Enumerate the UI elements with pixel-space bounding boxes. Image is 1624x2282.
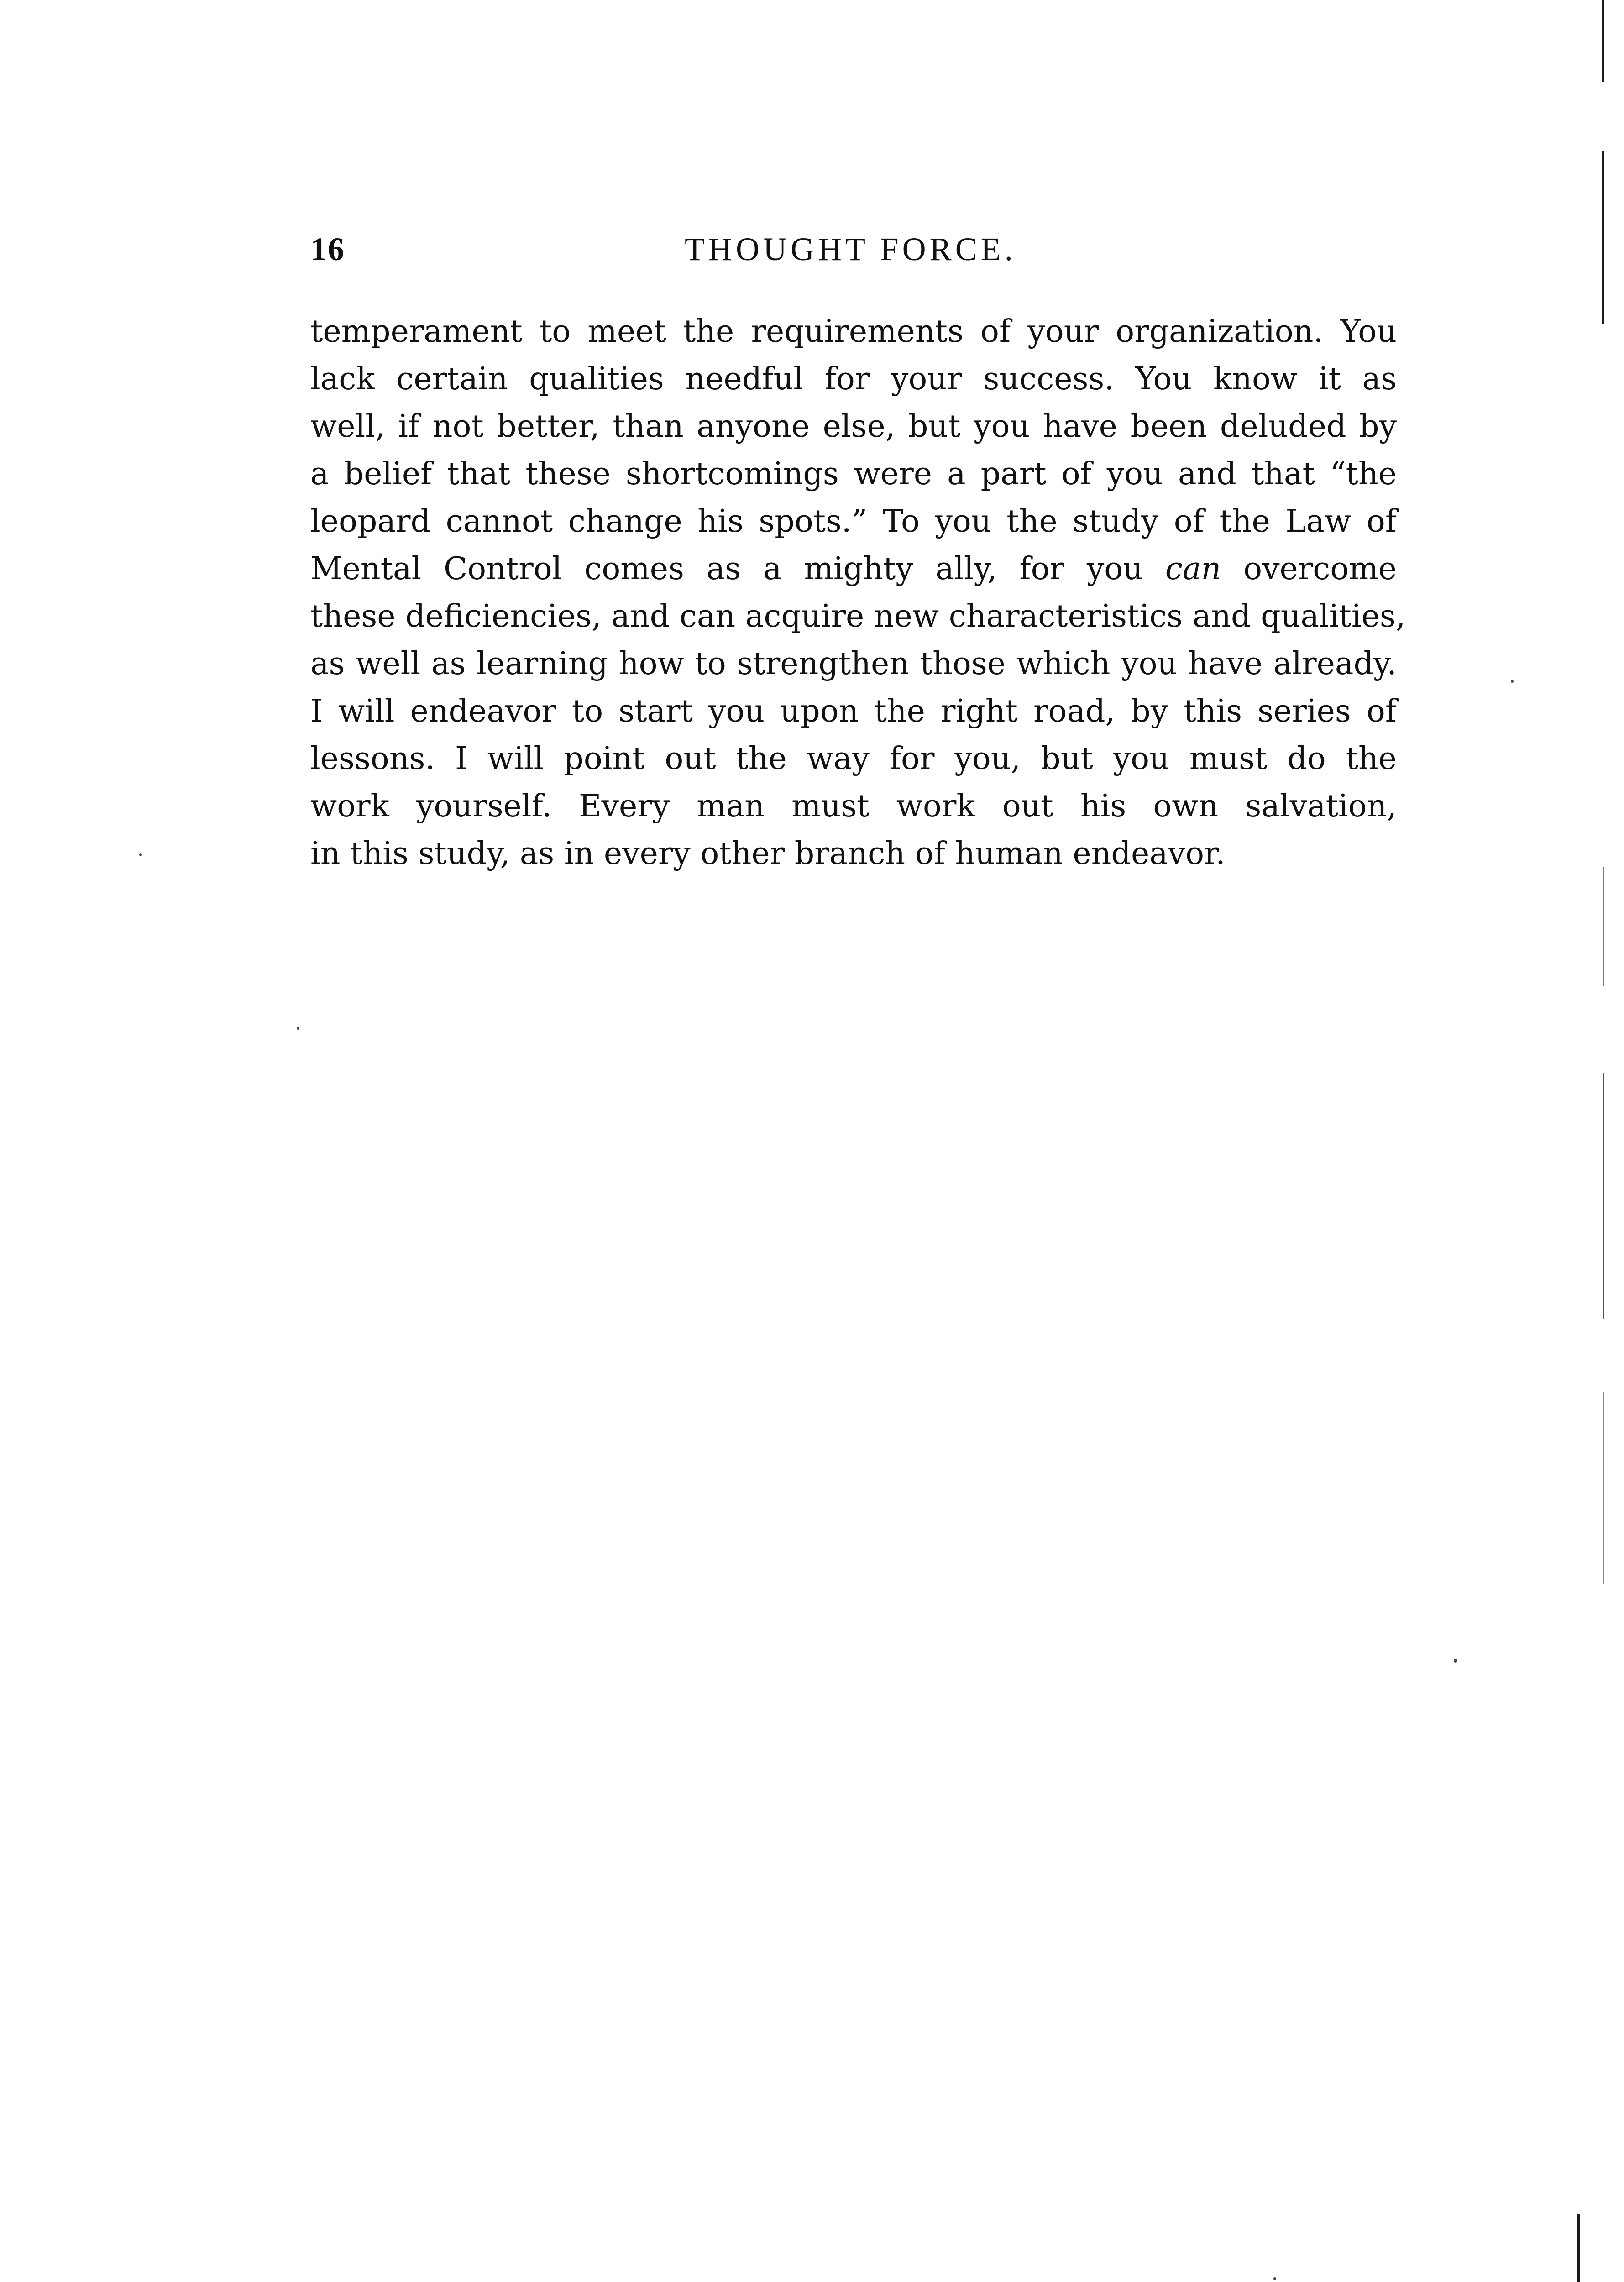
text-line: in this study, as in every other branch of human endeavor. — [310, 836, 1226, 872]
text-line-with-emphasis — [310, 545, 1397, 593]
emphasis-word: can — [1165, 551, 1221, 587]
text-line: a belief that these shortcomings were a part of you and that “the — [310, 456, 1397, 492]
scan-edge-line — [1602, 0, 1604, 82]
text-line: these deficiencies, and can acquire new characteristics and qualities, — [310, 598, 1406, 634]
text-line: well, if not better, than anyone else, but you have been deluded by — [310, 408, 1397, 445]
scan-edge-line — [1577, 2214, 1580, 2282]
text-segment: Mental Control comes as a mighty ally, for you — [310, 551, 1143, 587]
scan-edge-line — [1603, 1073, 1604, 1319]
text-line: work yourself. Every man must work out his own salvation, — [310, 788, 1397, 824]
running-head — [310, 230, 1397, 272]
scan-edge-line — [1603, 867, 1604, 986]
text-line: as well as learning how to strengthen those which you have already. — [310, 646, 1397, 682]
text-line: temperament to meet the requirements of your organization. You — [310, 314, 1397, 350]
page-number: 16 — [310, 231, 345, 267]
text-segment: overcome — [1243, 551, 1397, 587]
scan-edge-line — [1603, 1392, 1604, 1584]
scan-edge-line — [1602, 151, 1604, 324]
scan-speck — [1511, 680, 1514, 683]
text-line: lack certain qualities needful for your success. You know it as — [310, 361, 1397, 397]
body-paragraph — [310, 308, 1406, 878]
text-line: leopard cannot change his spots.” To you the study of the Law of — [310, 503, 1397, 539]
scan-speck — [1273, 2277, 1276, 2280]
scan-speck — [297, 1027, 299, 1030]
running-title: THOUGHT FORCE. — [685, 231, 1016, 267]
text-line: I will endeavor to start you upon the right road, by this series of — [310, 693, 1397, 729]
scan-speck — [139, 853, 142, 856]
scan-speck — [1454, 1659, 1457, 1663]
text-line: lessons. I will point out the way for you, but you must do the — [310, 741, 1397, 777]
